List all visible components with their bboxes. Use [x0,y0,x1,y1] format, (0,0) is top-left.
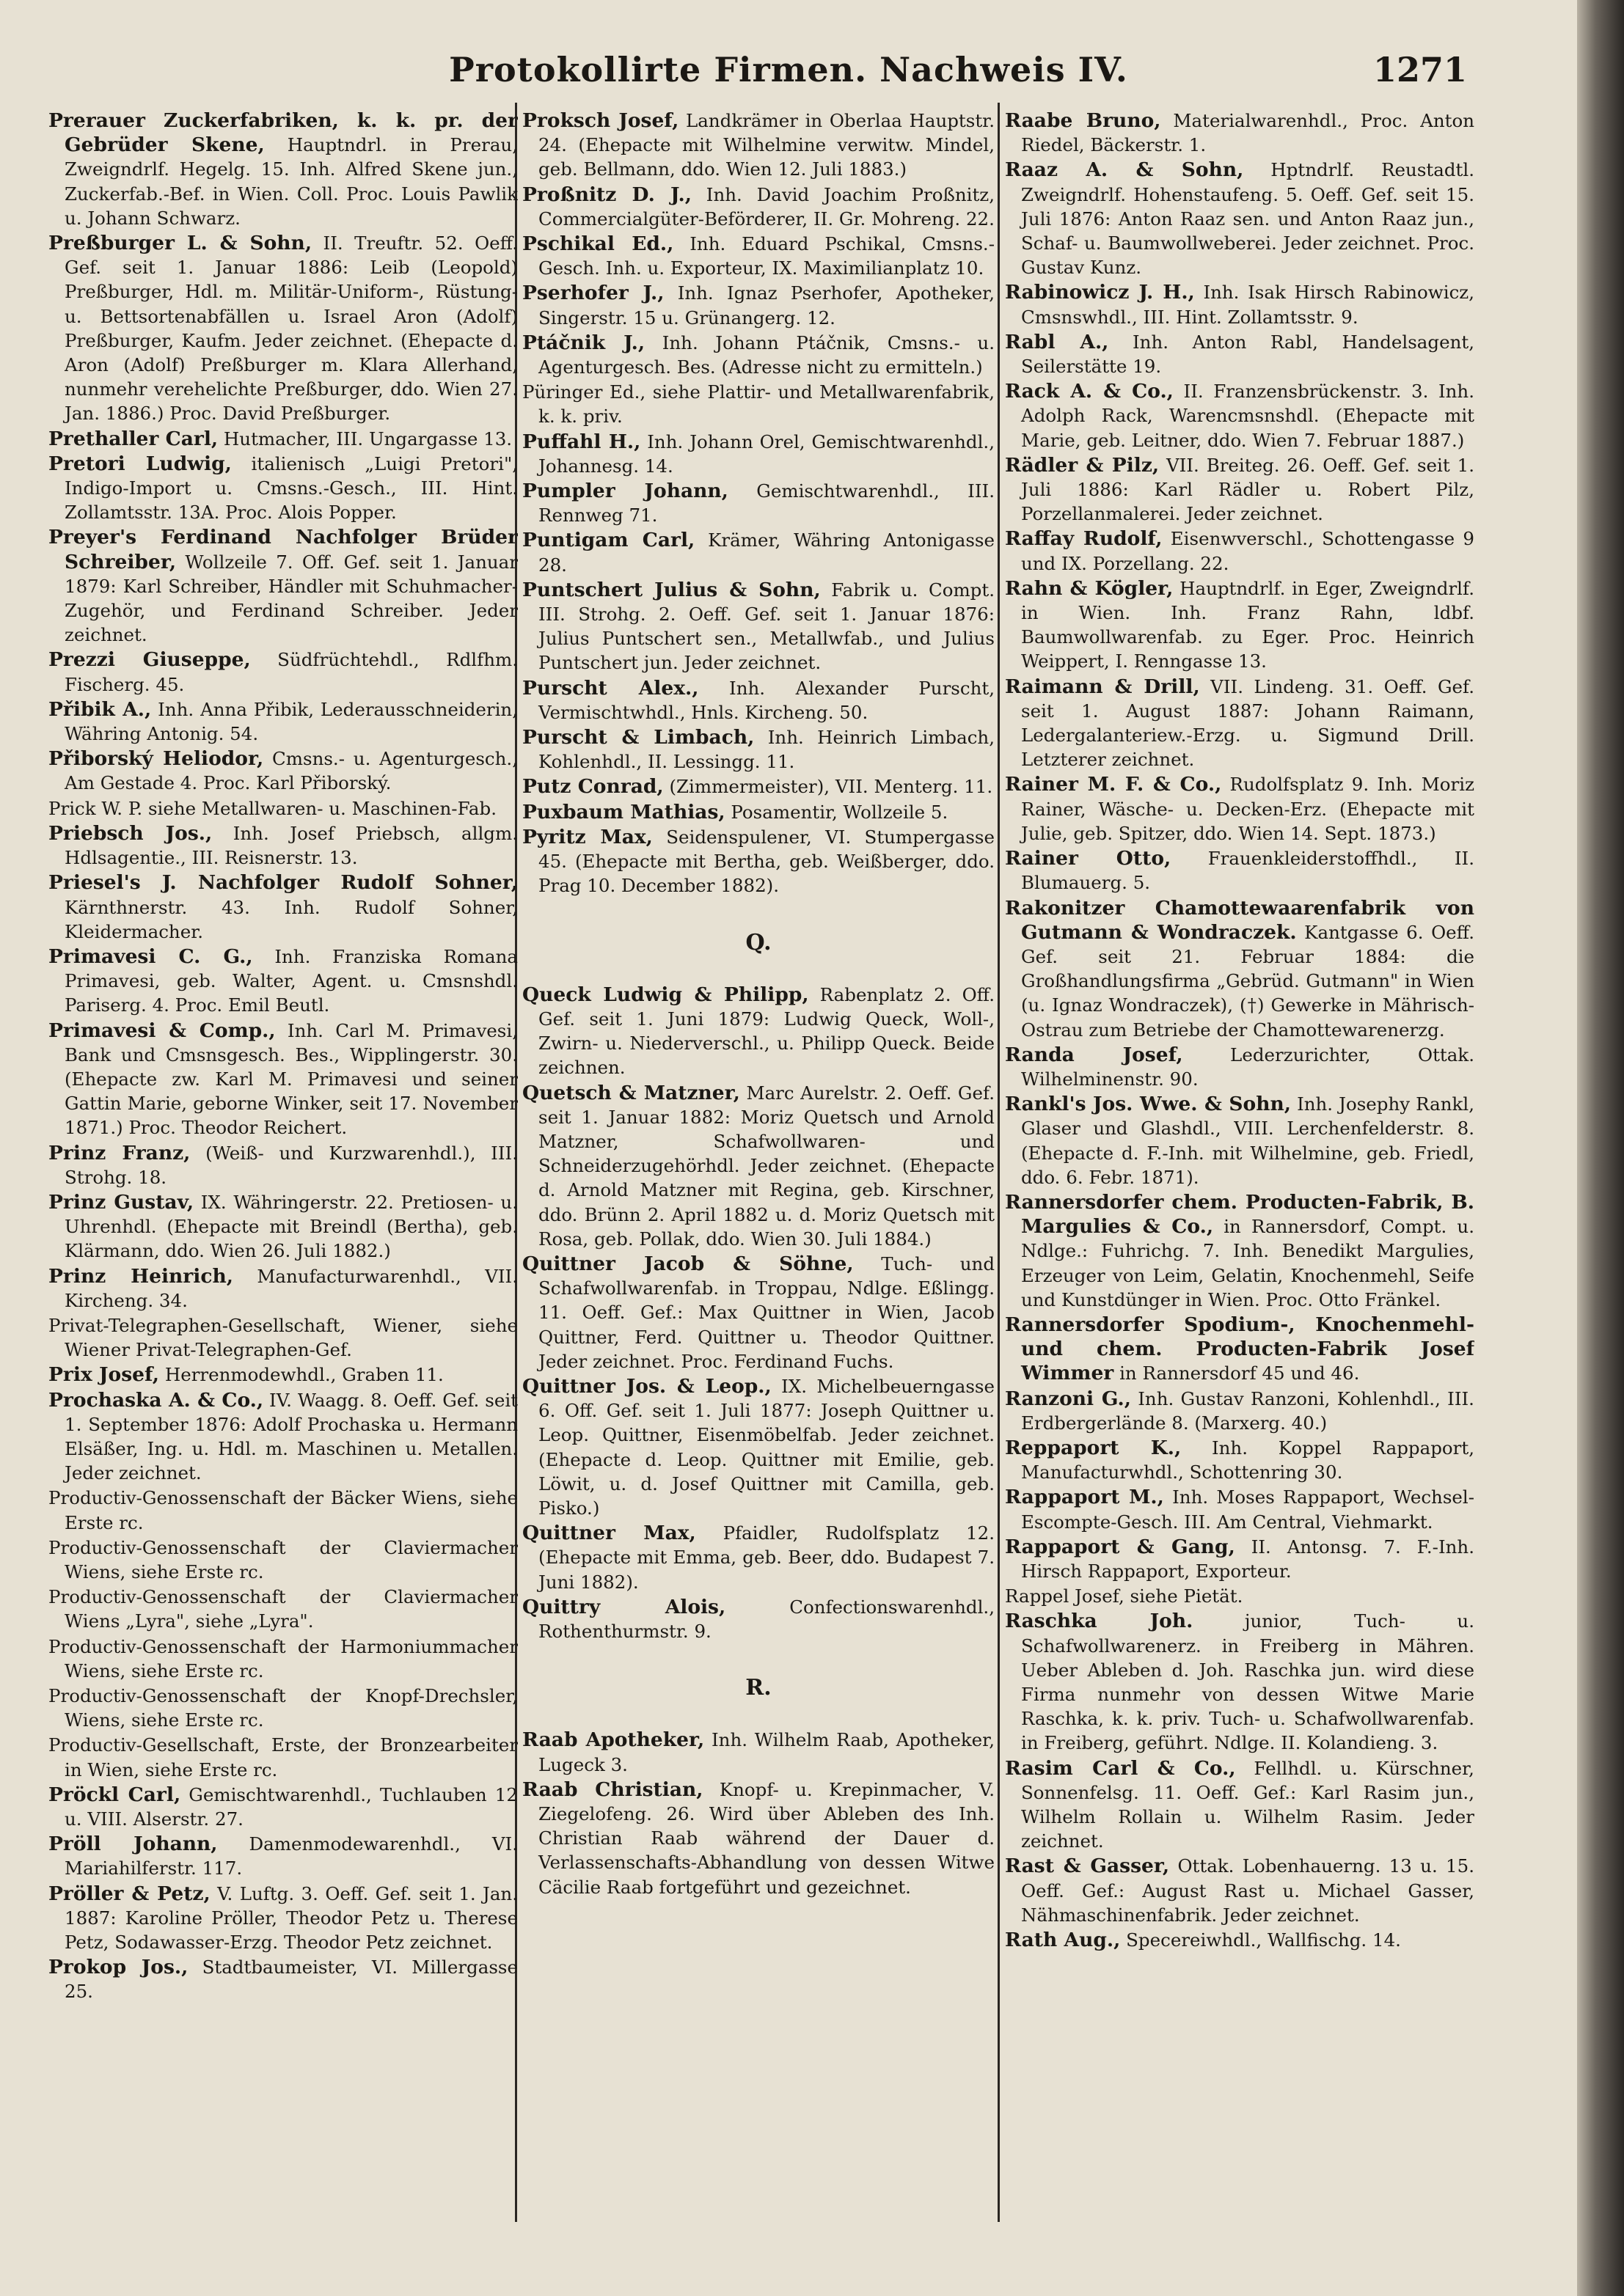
directory-entry [522,983,995,1080]
directory-entry [1005,453,1474,527]
firm-name: Primavesi C. G., [48,945,253,968]
firm-name: Puntigam Carl, [522,529,695,552]
firm-name: Pserhofer J., [522,282,665,305]
directory-entry [522,578,995,675]
entry-details: Hptndrlf. Reustadtl. Zweigndrlf. Hohenstaufeng. 5. Oeff. Gef. seit 15. Juli 1876: Anton Raaz sen. und Anton Raaz jun., Schaf- u. Baumwollweberei. Jeder zeichnet. Proc. Gustav Kunz. [1021,159,1474,279]
entry-details: II. Treuftr. 52. Oeff. Gef. seit 1. Januar 1886: Leib (Leopold) Preßburger, Hdl. m. Militär-Uniform-, Rüstung- u. Bettsortenabfällen u. Israel Aron (Adolf) Preßburger, Kaufm. Jeder zeichnet. (Ehepacte d. Aron (Adolf) Preßburger m. Klara Allerhand, nunmehr verehelichte Preßburger, ddo. Wien 27. Jan. 1886.) Proc. David Preßburger. [65,232,518,425]
directory-entry [48,109,518,230]
firm-name: Priesel's J. Nachfolger Rudolf Sohner, [48,871,518,895]
section-heading-r: R. [745,1675,772,1701]
firm-name: Puffahl H., [522,430,641,453]
entry-details: Krämer, Währing Antonigasse 28. [538,529,995,576]
column-right [1005,109,1474,2279]
directory-entry [522,479,995,527]
entry-list [48,109,518,2004]
entry-details: V. Luftg. 3. Oeff. Gef. seit 1. Jan. 1887: Karoline Pröller, Theodor Petz u. Therese Petz, Sodawasser-Erzg. Theodor Petz zeichnet. [65,1882,518,1954]
directory-entry [522,109,995,182]
firm-name: Preßburger L. & Sohn, [48,232,312,255]
entry-details: Gemischtwarenhdl., Tuchlauben 12 u. VIII. Alserstr. 27. [65,1783,518,1830]
entry-details: II. Antonsg. 7. F.-Inh. Hirsch Rappaport, Exporteur. [1021,1536,1474,1582]
firm-name: Rainer Otto, [1005,847,1171,870]
entry-details: Inh. Josephy Rankl, Glaser und Glashdl., VIII. Lerchenfelderstr. 8. (Ehepacte d. F.-Inh. mit Wilhelmine, geb. Friedl, ddo. 6. Febr. 1871). [1021,1093,1474,1188]
entry-details: Inh. Anton Rabl, Handelsagent, Seilerstätte 19. [1021,331,1474,378]
entry-details: Productiv-Genossenschaft der Knopf-Drechsler, Wiens, siehe Erste rc. [48,1685,518,1731]
entry-details: Gemischtwarenhdl., III. Rennweg 71. [538,480,995,527]
entry-details: Inh. Ignaz Pserhofer, Apotheker, Singerstr. 15 u. Grünangerg. 12. [538,282,995,329]
firm-name: Puntschert Julius & Sohn, [522,578,821,601]
entry-details: Südfrüchtehdl., Rdlfhm. Fischerg. 45. [65,649,518,695]
directory-entry [522,1521,995,1594]
directory-entry [48,1733,518,1781]
entry-details: Pfaidler, Rudolfsplatz 12. (Ehepacte mit Emma, geb. Beer, ddo. Budapest 7. Juni 1882). [538,1522,995,1593]
directory-entry [48,697,518,746]
directory-entry [522,183,995,231]
entry-details: (Zimmermeister), VII. Menterg. 11. [669,776,993,798]
entry-details: Confectionswarenhdl., Rothenthurmstr. 9. [538,1596,995,1642]
directory-entry [48,1362,518,1387]
directory-entry [1005,1854,1474,1927]
firm-name: Rath Aug., [1005,1929,1121,1952]
firm-name: Prinz Gustav, [48,1190,194,1214]
directory-entry [48,796,518,821]
directory-entry [522,232,995,280]
directory-entry [48,1190,518,1263]
firm-name: Prokop Jos., [48,1956,189,1979]
entry-details: Inh. Wilhelm Raab, Apotheker, Lugeck 3. [538,1729,995,1775]
entry-details: Inh. Johann Orel, Gemischtwarenhdl., Johannesg. 14. [538,430,995,477]
directory-entry [1005,1436,1474,1484]
firm-name: Rädler & Pilz, [1005,453,1160,477]
firm-name: Rasim Carl & Co., [1005,1756,1236,1780]
entry-details: VII. Breiteg. 26. Oeff. Gef. seit 1. Juli 1886: Karl Rädler u. Robert Pilz, Porzellanmalerei. Jeder zeichnet. [1021,454,1474,525]
directory-entry [48,870,518,944]
directory-entry [522,676,995,725]
entry-details: in Rannersdorf 45 und 46. [1119,1362,1360,1384]
firm-name: Rabl A., [1005,330,1109,353]
entry-details: II. Franzensbrückenstr. 3. Inh. Adolph Rack, Warencmsnshdl. (Ehepacte mit Marie, geb. Leitner, ddo. Wien 7. Februar 1887.) [1021,381,1474,451]
entry-details: Eisenwverschl., Schottengasse 9 und IX. Porzellang. 22. [1021,528,1474,574]
entry-details: italienisch „Luigi Pretori", Indigo-Import u. Cmsns.-Gesch., III. Hint. Zollamtsstr. 13A. Proc. Alois Popper. [65,452,518,524]
directory-entry [1005,1043,1474,1091]
firm-name: Raab Christian, [522,1778,703,1801]
directory-entry [48,1019,518,1140]
column-middle [522,109,995,2279]
entry-details: Püringer Ed., siehe Plattir- und Metallwarenfabrik, k. k. priv. [522,381,995,428]
firm-name: Prezzi Giuseppe, [48,648,251,672]
directory-entry [522,331,995,379]
directory-entry [522,774,995,799]
firm-name: Ranzoni G., [1005,1387,1131,1410]
entry-details: Tuch- und Schafwollwarenfab. in Troppau, Ndlge. Eßlingg. 11. Oeff. Gef.: Max Quittner in Wien, Jacob Quittner, Ferd. Quittner u. Theodor Quittner. Jeder zeichnet. Proc. Ferdinand Fuchs. [538,1252,995,1372]
firm-name: Přiborský Heliodor, [48,747,264,771]
entry-details: Productiv-Gesellschaft, Erste, der Bronzearbeiter in Wien, siehe Erste rc. [48,1734,518,1780]
directory-entry [522,281,995,329]
entry-details: Fabrik u. Compt. III. Strohg. 2. Oeff. Gef. seit 1. Januar 1876: Julius Puntschert sen., Metallwfab., und Julius Puntschert jun. Jeder zeichnet. [538,579,995,674]
firm-name: Rannersdorfer Spodium-, Knochenmehl- und chem. Producten-Fabrik Josef Wimmer [1005,1313,1474,1385]
firm-name: Primavesi & Comp., [48,1019,276,1042]
entry-details: Fellhdl. u. Kürschner, Sonnenfelsg. 11. Oeff. Gef.: Karl Rasim jun., Wilhelm Rollain u. Wilhelm Rasim. Jeder zeichnet. [1021,1757,1474,1852]
firm-name: Raffay Rudolf, [1005,527,1163,551]
entry-details: Productiv-Genossenschaft der Claviermacher Wiens „Lyra", siehe „Lyra". [48,1586,518,1632]
directory-entry [1005,772,1474,846]
directory-entry [48,1585,518,1633]
directory-entry [522,1778,995,1899]
firm-name: Purscht & Limbach, [522,726,755,749]
directory-entry [48,1882,518,1955]
directory-entry [1005,675,1474,772]
directory-entry [1005,1535,1474,1583]
section-heading-q: Q. [745,929,772,956]
firm-name: Prethaller Carl, [48,427,219,450]
entry-details: Productiv-Genossenschaft der Harmoniummacher Wiens, siehe Erste rc. [48,1635,518,1681]
entry-details: Wollzeile 7. Off. Gef. seit 1. Januar 1879: Karl Schreiber, Händler mit Schuhmacher-Zugehör, und Ferdinand Schreiber. Jeder zeichnet. [65,551,518,646]
directory-entry [1005,1609,1474,1755]
directory-entry [48,525,518,647]
entry-details: Inh. Anna Přibik, Lederausschneiderin, Währing Antonig. 54. [65,698,518,745]
entry-details: Rudolfsplatz 9. Inh. Moriz Rainer, Wäsche- u. Decken-Erz. (Ehepacte mit Julie, geb. Spitzer, ddo. Wien 14. Sept. 1873.) [1021,774,1474,844]
entry-details: Inh. Johann Ptáčnik, Cmsns.- u. Agenturgesch. Bes. (Adresse nicht zu ermitteln.) [538,331,995,378]
entry-details: Stadtbaumeister, VI. Millergasse 25. [65,1956,518,2003]
entry-details: Kärnthnerstr. 43. Inh. Rudolf Sohner, Kleidermacher. [65,896,518,942]
firm-name: Rakonitzer Chamottewaarenfabrik von Gutmann & Wondraczek. [1005,896,1474,944]
firm-name: Pröller & Petz, [48,1882,211,1905]
entry-details: Cmsns.- u. Agenturgesch., Am Gestade 4. Proc. Karl Přiborský. [65,748,518,794]
firm-name: Prochaska A. & Co., [48,1388,264,1412]
firm-name: Ptáčnik J., [522,331,645,354]
entry-details: Hauptndrlf. in Eger, Zweigndrlf. in Wien. Inh. Franz Rahn, ldbf. Baumwollwarenfab. zu Eger. Proc. Heinrich Weippert, I. Renngasse 13. [1021,577,1474,672]
firm-name: Quetsch & Matzner, [522,1081,740,1104]
entry-details: Marc Aurelstr. 2. Oeff. Gef. seit 1. Januar 1882: Moriz Quetsch und Arnold Matzner, Schafwollwaren- und Schneiderzugehörhdl. Jeder zeichnet. (Ehepacte d. Arnold Matzner mit Regina, geb. Kirschner, ddo. Brünn 2. April 1882 u. d. Moriz Quetsch mit Rosa, geb. Pollak, ddo. Wien 30. Juli 1884.) [538,1082,995,1250]
entry-details: Productiv-Genossenschaft der Bäcker Wiens, siehe Erste rc. [48,1487,518,1533]
directory-entry [1005,1584,1474,1608]
firm-name: Pretori Ludwig, [48,452,232,475]
firm-name: Quittner Jos. & Leop., [522,1374,772,1398]
entry-details: Inh. Carl M. Primavesi, Bank und Cmsnsgesch. Bes., Wipplingerstr. 30. (Ehepacte zw. Karl M. Primavesi und seiner Gattin Marie, geborne Winker, seit 17. November 1871.) Proc. Theodor Reichert. [65,1019,518,1139]
entry-details: Inh. Koppel Rappaport, Manufacturwhdl., Schottenring 30. [1021,1437,1474,1483]
firm-name: Raab Apotheker, [522,1728,705,1752]
entry-details: Ottak. Lobenhauerng. 13 u. 15. Oeff. Gef.: August Rast u. Michael Gasser, Nähmaschinenfabrik. Jeder zeichnet. [1021,1855,1474,1926]
firm-name: Preyer's Ferdinand Nachfolger Brüder Schreiber, [48,526,518,573]
directory-entry [522,825,995,898]
firm-name: Quittry Alois, [522,1595,726,1618]
directory-entry [1005,896,1474,1042]
running-title: Protokollirte Firmen. Nachweis IV. [449,50,1128,89]
directory-entry [48,1486,518,1534]
firm-name: Rappaport & Gang, [1005,1535,1235,1558]
entry-details: Prick W. P. siehe Metallwaren- u. Maschinen-Fab. [48,797,497,819]
entry-list [522,109,995,898]
directory-entry [48,231,518,426]
directory-entry [1005,527,1474,575]
entry-details: Frauenkleiderstoffhdl., II. Blumauerg. 5. [1021,848,1474,894]
directory-entry [522,1595,995,1643]
entry-details: Inh. David Joachim Proßnitz, Commercialgüter-Beförderer, II. Gr. Mohreng. 22. [538,183,995,230]
entry-details: Inh. Franziska Romana Primavesi, geb. Walter, Agent. u. Cmsnshdl. Pariserg. 4. Proc. Emil Beutl. [65,945,518,1016]
directory-entry [48,1141,518,1189]
directory-entry [48,648,518,696]
firm-name: Raabe Bruno, [1005,109,1161,132]
directory-entry [522,1728,995,1776]
firm-name: Raimann & Drill, [1005,675,1200,698]
firm-name: Priebsch Jos., [48,821,213,845]
firm-name: Rannersdorfer chem. Producten-Fabrik, B. Margulies & Co., [1005,1190,1474,1239]
directory-entry [48,1635,518,1683]
firm-name: Randa Josef, [1005,1043,1183,1066]
firm-name: Proßnitz D. J., [522,183,692,206]
directory-entry [48,821,518,870]
firm-name: Rahn & Kögler, [1005,576,1174,600]
entry-details: Knopf- u. Krepinmacher, V. Ziegelofeng. 26. Wird über Ableben des Inh. Christian Raab während der Dauer d. Verlassenschafts-Abhandlung von dessen Witwe Cäcilie Raab fortgeführt und gezeichnet. [538,1778,995,1898]
directory-entry [522,800,995,824]
entry-details: Privat-Telegraphen-Gesellschaft, Wiener, siehe Wiener Privat-Telegraphen-Gef. [48,1314,518,1361]
entry-details: Inh. Alexander Purscht, Vermischtwhdl., Hnls. Kircheng. 50. [538,677,995,723]
entry-list [522,1728,995,1899]
entry-details: Inh. Eduard Pschikal, Cmsns.-Gesch. Inh. u. Exporteur, IX. Maximilianplatz 10. [538,233,995,279]
firm-name: Rabinowicz J. H., [1005,281,1195,304]
entry-details: IX. Währingerstr. 22. Pretiosen- u. Uhrenhdl. (Ehepacte mit Breindl (Bertha), geb. Klärmann, ddo. Wien 26. Juli 1882.) [65,1191,518,1262]
page-number: 1271 [1372,50,1467,89]
directory-entry [1005,576,1474,674]
directory-entry [1005,1756,1474,1854]
entry-details: Hauptndrl. in Prerau, Zweigndrlf. Hegelg. 15. Inh. Alfred Skene jun., Zuckerfab.-Bef. in Wien. Coll. Proc. Louis Pawlik u. Johann Schwarz. [65,134,518,229]
directory-entry [522,725,995,774]
firm-name: Prerauer Zuckerfabriken, k. k. pr. der Gebrüder Skene, [48,109,518,157]
firm-name: Pröll Johann, [48,1833,218,1856]
directory-entry [48,1536,518,1584]
entry-details: IV. Waagg. 8. Oeff. Gef. seit 1. September 1876: Adolf Prochaska u. Hermann Elsäßer, Ing. u. Hdl. m. Maschinen u. Metallen. Jeder zeichnet. [65,1389,518,1484]
directory-entry [1005,109,1474,157]
entry-details: Rabenplatz 2. Off. Gef. seit 1. Juni 1879: Ludwig Queck, Woll-, Zwirn- u. Niederverschl., u. Philipp Queck. Beide zeichnen. [538,983,995,1079]
firm-name: Pumpler Johann, [522,480,728,503]
firm-name: Rainer M. F. & Co., [1005,773,1222,796]
entry-details: IX. Michelbeuerngasse 6. Off. Gef. seit 1. Juli 1877: Joseph Quittner u. Leop. Quittner, Eisenmöbelfab. Jeder zeichnet. (Ehepacte d. Leop. Quittner mit Emilie, geb. Löwit, u. d. Josef Quittner mit Camilla, geb. Pisko.) [538,1375,995,1519]
page-edge-shadow [1577,0,1624,2296]
firm-name: Queck Ludwig & Philipp, [522,983,809,1006]
directory-entry [1005,1092,1474,1189]
entry-list [522,983,995,1643]
directory-entry [1005,158,1474,279]
entry-details: (Weiß- und Kurzwarenhdl.), III. Strohg. 18. [65,1142,518,1188]
firm-name: Reppaport K., [1005,1436,1182,1459]
directory-entry [48,452,518,525]
firm-name: Rappaport M., [1005,1486,1164,1509]
directory-entry [48,1783,518,1831]
firm-name: Pröckl Carl, [48,1783,181,1806]
firm-name: Prinz Franz, [48,1141,191,1164]
directory-entry [1005,379,1474,452]
entry-details: Seidenspulener, VI. Stumpergasse 45. (Ehepacte mit Bertha, geb. Weißberger, ddo. Prag 10. December 1882). [538,826,995,897]
directory-entry [48,1313,518,1362]
firm-name: Quittner Jacob & Söhne, [522,1252,854,1275]
entry-details: Rappel Josef, siehe Pietät. [1005,1585,1243,1607]
directory-entry [1005,846,1474,895]
directory-entry [522,380,995,428]
firm-name: Rast & Gasser, [1005,1855,1170,1878]
directory-entry [1005,1928,1474,1952]
directory-entry [522,1374,995,1520]
directory-entry [48,945,518,1018]
entry-details: Posamentir, Wollzeile 5. [731,801,948,823]
entry-details: Inh. Isak Hirsch Rabinowicz, Cmsnswhdl., III. Hint. Zollamtsstr. 9. [1021,282,1474,328]
firm-name: Putz Conrad, [522,775,664,799]
entry-details: VII. Lindeng. 31. Oeff. Gef. seit 1. August 1887: Johann Raimann, Ledergalanteriew.-Erzg. u. Sigmund Drill. Letzterer zeichnet. [1021,675,1474,771]
directory-entry [1005,1313,1474,1386]
entry-details: Landkrämer in Oberlaa Hauptstr. 24. (Ehepacte mit Wilhelmine verwitw. Mindel, geb. Bellmann, ddo. Wien 12. Juli 1883.) [538,110,995,180]
entry-list [1005,109,1474,1952]
firm-name: Proksch Josef, [522,109,679,132]
directory-entry [48,1832,518,1880]
directory-entry [522,528,995,576]
directory-entry [522,430,995,478]
entry-details: Inh. Moses Rappaport, Wechsel-Escompte-Gesch. III. Am Central, Viehmarkt. [1021,1486,1474,1533]
directory-entry [1005,280,1474,329]
firm-name: Prinz Heinrich, [48,1264,233,1288]
directory-entry [48,1684,518,1732]
firm-name: Prix Josef, [48,1363,160,1387]
entry-details: Inh. Gustav Ranzoni, Kohlenhdl., III. Erdbergerlände 8. (Marxerg. 40.) [1021,1387,1474,1434]
entry-details: Specereiwhdl., Wallfischg. 14. [1126,1929,1401,1951]
directory-entry [522,1081,995,1251]
entry-details: Kantgasse 6. Oeff. Gef. seit 21. Februar 1884: die Großhandlungsfirma „Gebrüd. Gutmann" in Wien (u. Ignaz Wondraczek), (†) Gewerke in Mährisch-Ostrau zum Betriebe der Chamottewarenerzg. [1021,921,1474,1041]
entry-details: Materialwarenhdl., Proc. Anton Riedel, Bäckerstr. 1. [1021,110,1474,156]
page-header [0,44,1577,95]
directory-entry [48,427,518,451]
firm-name: Raaz A. & Sohn, [1005,158,1244,182]
entry-details: Inh. Josef Priebsch, allgm. Hdlsagentie., III. Reisnerstr. 13. [65,822,518,869]
entry-details: Manufacturwarenhdl., VII. Kircheng. 34. [65,1265,518,1311]
firm-name: Purscht Alex., [522,676,699,700]
firm-name: Přibik A., [48,697,152,721]
firm-name: Raschka Joh. [1005,1610,1193,1633]
column-left [48,109,518,2279]
firm-name: Puxbaum Mathias, [522,800,725,824]
entry-details: in Rannersdorf, Compt. u. Ndlge.: Fuhrichg. 7. Inh. Benedikt Margulies, Erzeuger von Leim, Gelatin, Knochenmehl, Seife und Kunstdünger in Wien. Proc. Otto Fränkel. [1021,1216,1474,1310]
column-rule-right [998,103,1000,2222]
directory-entry [48,1388,518,1486]
firm-name: Pyritz Max, [522,825,653,848]
entry-details: Inh. Heinrich Limbach, Kohlenhdl., II. Lessingg. 11. [538,727,995,773]
directory-entry [48,747,518,795]
directory-entry [522,1252,995,1373]
directory-entry [1005,330,1474,378]
firm-name: Quittner Max, [522,1522,696,1545]
firm-name: Rankl's Jos. Wwe. & Sohn, [1005,1093,1291,1116]
directory-entry [48,1264,518,1313]
firm-name: Rack A. & Co., [1005,380,1174,403]
directory-entry [48,1955,518,2003]
entry-details: junior, Tuch- u. Schafwollwarenerz. in Freiberg in Mähren. Ueber Ableben d. Joh. Raschka jun. wird diese Firma nunmehr von dessen Witwe Marie Raschka, k. k. priv. Tuch- u. Schafwollwarenfab. in Freiberg, geführt. Ndlge. II. Kolandieng. 3. [1021,1610,1474,1754]
firm-name: Pschikal Ed., [522,232,674,256]
entry-details: Hutmacher, III. Ungargasse 13. [223,428,513,450]
entry-details: Herrenmodewhdl., Graben 11. [164,1364,444,1386]
directory-entry [1005,1190,1474,1312]
entry-details: Productiv-Genossenschaft der Claviermacher Wiens, siehe Erste rc. [48,1536,518,1582]
directory-entry [1005,1387,1474,1435]
entry-details: Damenmodewarenhdl., VI. Mariahilferstr. 117. [65,1833,518,1879]
directory-entry [1005,1485,1474,1533]
entry-details: Lederzurichter, Ottak. Wilhelminenstr. 90. [1021,1044,1474,1090]
